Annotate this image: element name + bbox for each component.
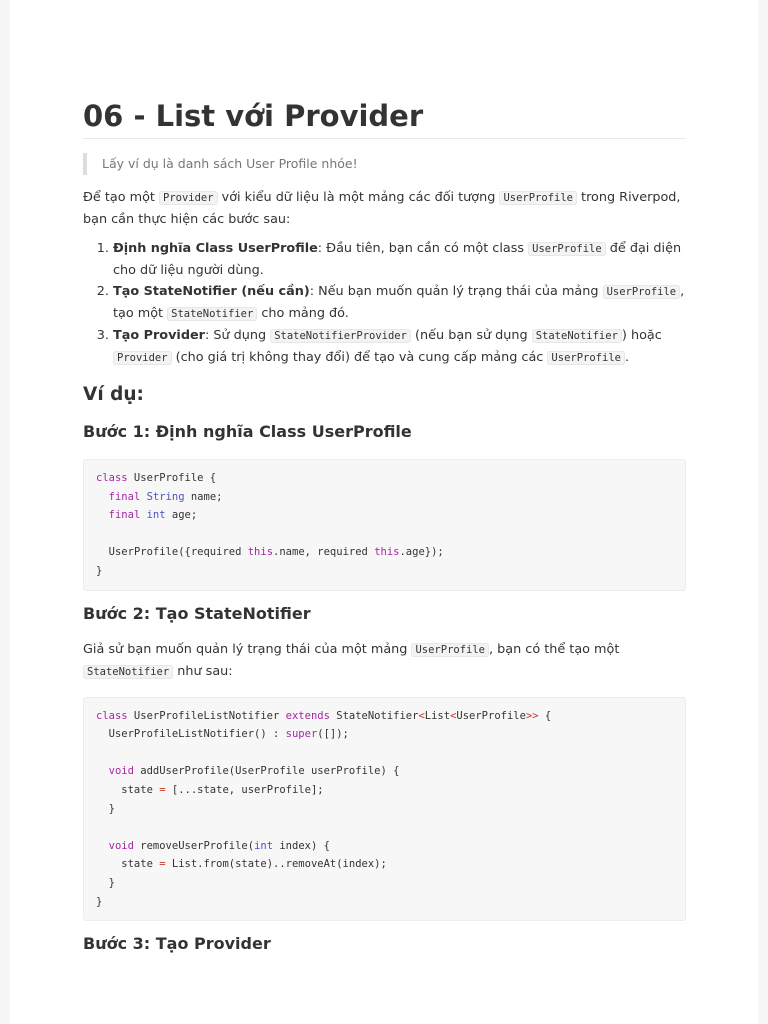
document-page (10, 0, 758, 1024)
list-item: 2. Tạo StateNotifier (nếu cần): Nếu bạn muốn quản lý trạng thái của mảng UserProfile , tạo một StateNotifier cho mảng đó. (113, 281, 686, 325)
step3-heading: Bước 3: Tạo Provider (83, 934, 271, 954)
inline-code: StateNotifierProvider (270, 329, 411, 343)
step1-heading: Bước 1: Định nghĩa Class UserProfile (83, 422, 412, 441)
blockquote: Lấy ví dụ là danh sách User Profile nhóe! (83, 153, 686, 175)
steps-list (83, 238, 686, 369)
example-heading: Ví dụ: (83, 384, 144, 405)
inline-code: StateNotifier (532, 329, 622, 343)
inline-code: UserProfile (411, 643, 489, 657)
inline-code: StateNotifier (83, 665, 173, 679)
inline-code: Provider (113, 351, 172, 365)
inline-code: UserProfile (603, 285, 681, 299)
list-item: 1. Định nghĩa Class UserProfile: Đầu tiên, bạn cần có một class UserProfile để đại diện cho dữ liệu người dùng. (113, 238, 686, 281)
step2-heading: Bước 2: Tạo StateNotifier (83, 603, 311, 623)
code-block-notifier: class UserProfileListNotifier extends StateNotifier<List<UserProfile>> { UserProfileListNotifier() : super([]); void addUserProfile(UserProfile userProfile) { state = [...state, userProfile]; } void removeUserProfile(int index) { state = List.from(state)..removeAt(index); } } (83, 697, 686, 922)
inline-code: Provider (159, 191, 218, 205)
intro-paragraph: Để tạo một Provider với kiểu dữ liệu là một mảng các đối tượng UserProfile trong Riverpod, bạn cần thực hiện các bước sau: (83, 190, 681, 227)
page-title: 06 - List với Provider (83, 96, 686, 139)
document-content (83, 96, 686, 957)
code-block-userprofile: class UserProfile { final String name; final int age; UserProfile({required this.name, required this.age}); } (83, 459, 686, 591)
inline-code: UserProfile (499, 191, 577, 205)
inline-code: UserProfile (547, 351, 625, 365)
inline-code: StateNotifier (167, 307, 257, 321)
step2-paragraph: Giả sử bạn muốn quản lý trạng thái của một mảng UserProfile , bạn có thể tạo một StateNotifier như sau: (83, 641, 620, 679)
list-item: 3. Tạo Provider: Sử dụng StateNotifierProvider (nếu bạn sử dụng StateNotifier ) hoặc Provider (cho giá trị không thay đổi) để tạo và cung cấp mảng các UserProfile . (113, 325, 686, 369)
inline-code: UserProfile (528, 242, 606, 256)
